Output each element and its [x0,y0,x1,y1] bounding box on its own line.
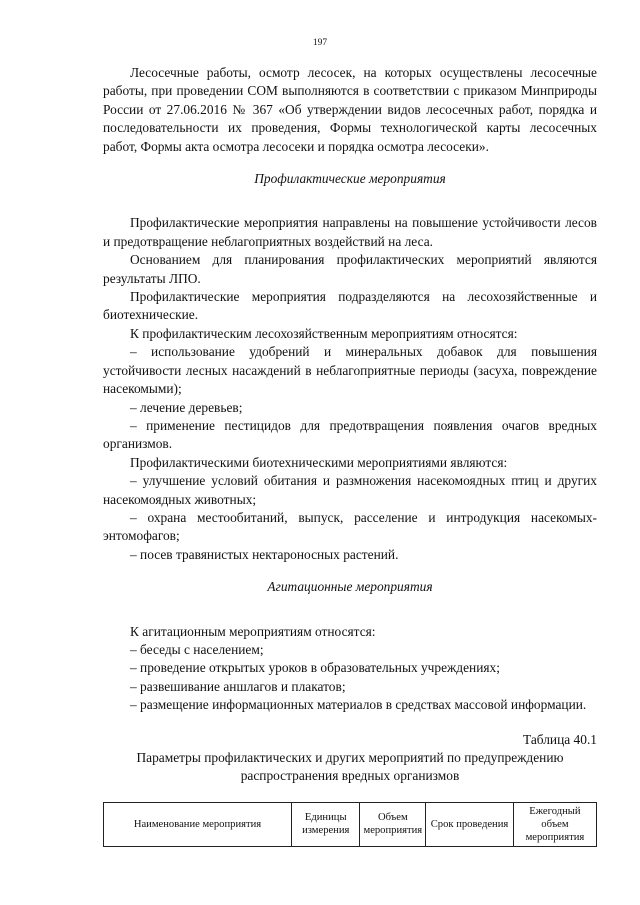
table-header-cell: Объем мероприятия [360,802,426,846]
list-item: – использование удобрений и минеральных добавок для повышения устойчивости лесных насаждений в неблагоприятные периоды (засуха, повреждение насекомыми); [103,344,597,397]
paragraph: Профилактическими биотехническими мероприятиями являются: [130,454,508,470]
section-heading-prophylactic: Профилактические мероприятия [254,171,446,187]
paragraph: Профилактические мероприятия подразделяются на лесохозяйственные и биотехнические. [103,289,597,323]
list-item: – улучшение условий обитания и размножения насекомоядных птиц и других насекомоядных животных; [103,473,597,507]
top-paragraph: Лесосечные работы, осмотр лесосек, на которых осуществлены лесосечные работы, при проведении СОМ выполняются в соответствии с приказом Минприроды России от 27.06.2016 № 367 «Об утверждении видов лесосечных работ, порядка и последовательности их проведения, Формы технологической карты лесосечных работ, Формы акта осмотра лесосеки и порядка осмотра лесосеки». [103,65,597,154]
list-item: – развешивание аншлагов и плакатов; [130,678,346,694]
paragraph: К агитационным мероприятиям относятся: [130,623,376,639]
document-body [103,64,597,847]
page-number: 197 [312,38,328,48]
table-header-cell: Наименование мероприятия [104,802,292,846]
paragraph: К профилактическим лесохозяйственным мероприятиям относятся: [130,325,518,341]
table-label: Таблица 40.1 [522,731,597,747]
table-title: Параметры профилактических и других мероприятий по предупреждению распространения вредных организмов [136,750,564,784]
list-item: – проведение открытых уроков в образовательных учреждениях; [130,660,500,676]
table-header-cell: Срок проведения [426,802,514,846]
table-header-cell: Ежегодный объем мероприятия [513,802,596,846]
table-header-cell: Единицы измерения [292,802,360,846]
list-item: – посев травянистых нектароносных растений. [130,546,399,562]
list-item: – размещение информационных материалов в средствах массовой информации. [130,697,587,713]
list-item: – беседы с населением; [130,641,264,657]
table-header-row [104,802,597,846]
list-item: – применение пестицидов для предотвращения появления очагов вредных организмов. [103,417,597,452]
section-heading-agitation: Агитационные мероприятия [267,579,433,595]
parameters-table [103,802,597,847]
paragraph: Профилактические мероприятия направлены на повышение устойчивости лесов и предотвращение неблагоприятных воздействий на леса. [103,215,597,249]
list-item: – охрана местообитаний, выпуск, расселение и интродукция насекомых-энтомофагов; [103,509,597,544]
list-item: – лечение деревьев; [130,399,243,415]
paragraph: Основанием для планирования профилактических мероприятий являются результаты ЛПО. [103,252,597,286]
